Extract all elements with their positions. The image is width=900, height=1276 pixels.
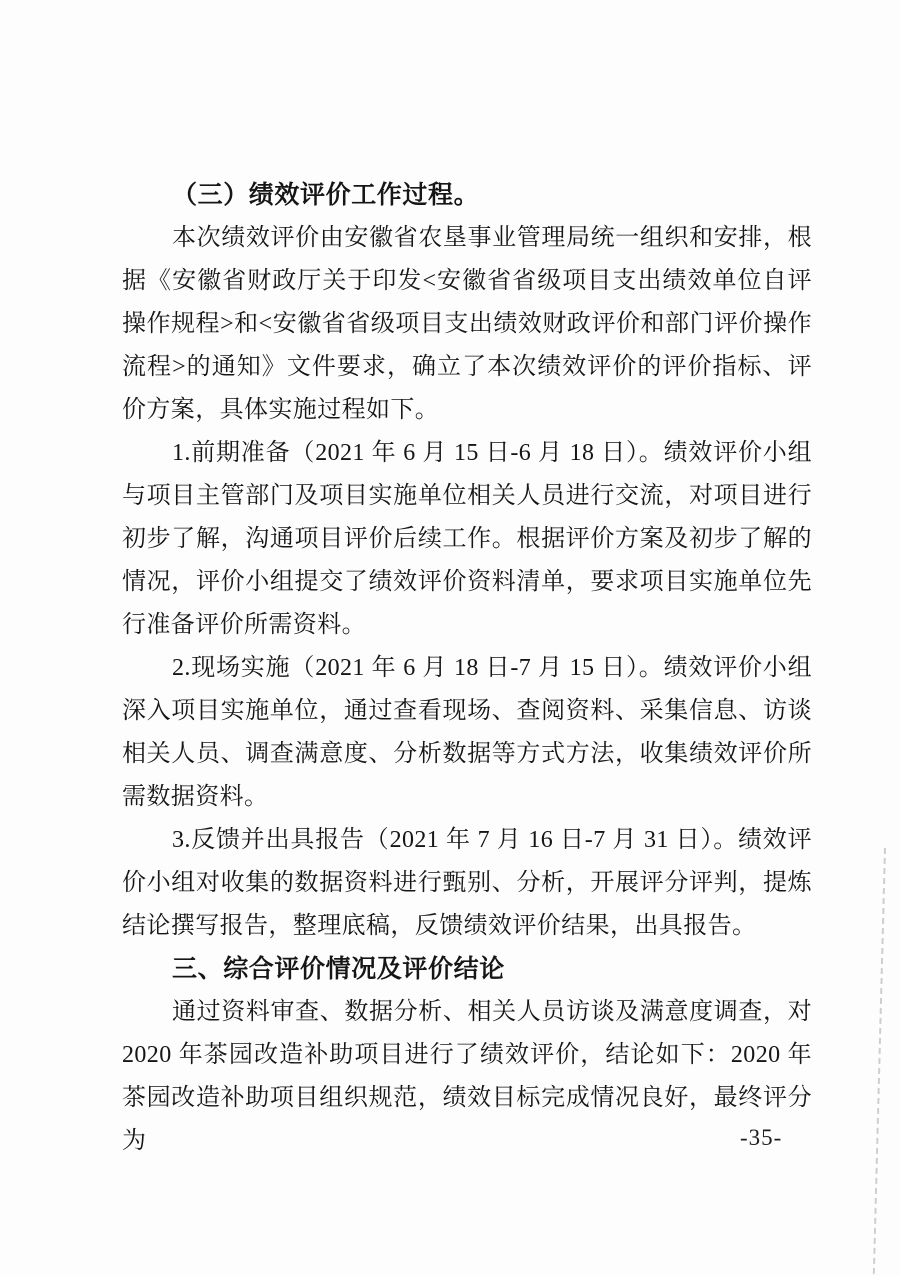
paragraph-step-2-onsite-implementation: 2.现场实施（2021 年 6 月 18 日-7 月 15 日）。绩效评价小组深入项目实施单位，通过查看现场、查阅资料、采集信息、访谈相关人员、调查满意度、分析数据等方式方法，收集绩效评价所需数据资料。 xyxy=(122,655,812,810)
paragraph-step-1-preparation: 1.前期准备（2021 年 6 月 15 日-6 月 18 日）。绩效评价小组与项目主管部门及项目实施单位相关人员进行交流，对项目进行初步了解，沟通项目评价后续工作。根据评价方案及初步了解的情况，评价小组提交了绩效评价资料清单，要求项目实施单位先行准备评价所需资料。 xyxy=(122,440,812,638)
paragraph-evaluation-conclusion: 通过资料审查、数据分析、相关人员访谈及满意度调查，对 2020 年茶园改造补助项目进行了绩效评价，结论如下：2020 年茶园改造补助项目组织规范，绩效目标完成情况良好，最终评分为 xyxy=(122,999,812,1154)
paragraph-step-3-feedback-report: 3.反馈并出具报告（2021 年 7 月 16 日-7 月 31 日）。绩效评价小组对收集的数据资料进行甄别、分析，开展评分评判，提炼结论撰写报告，整理底稿，反馈绩效评价结果，出具报告。 xyxy=(122,827,812,939)
heading-comprehensive-evaluation-conclusion: 三、综合评价情况及评价结论 xyxy=(172,955,505,983)
page-number: -35- xyxy=(740,1125,783,1150)
paragraph-evaluation-organization: 本次绩效评价由安徽省农垦事业管理局统一组织和安排，根据《安徽省财政厅关于印发<安徽省省级项目支出绩效单位自评操作规程>和<安徽省省级项目支出绩效财政评价和部门评价操作流程>的通知》文件要求，确立了本次绩效评价的评价指标、评价方案，具体实施过程如下。 xyxy=(122,225,812,423)
page-body xyxy=(122,174,812,1163)
scan-artifact-line xyxy=(873,848,886,1274)
heading-performance-evaluation-process: （三）绩效评价工作过程。 xyxy=(172,181,480,209)
